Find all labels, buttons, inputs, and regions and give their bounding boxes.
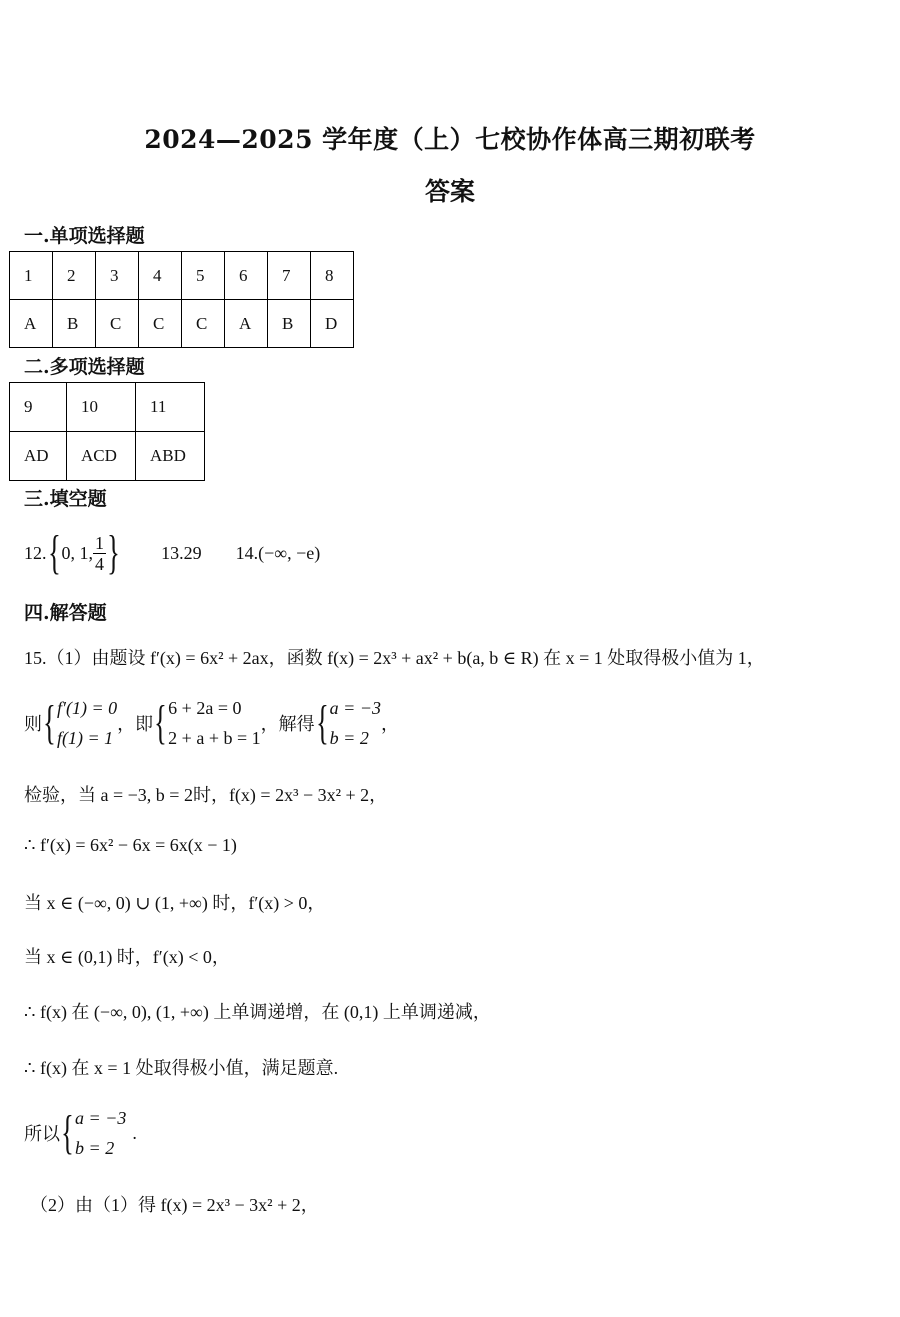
single-choice-answer-table bbox=[9, 251, 354, 348]
answer-cell: A bbox=[225, 300, 268, 348]
question-number: 9 bbox=[10, 383, 67, 432]
q14-answer: 14.(−∞, −e) bbox=[235, 542, 321, 563]
page-subtitle: 答案 bbox=[424, 177, 475, 206]
equation-system bbox=[168, 693, 260, 753]
q12-fraction bbox=[93, 533, 106, 574]
left-brace: { bbox=[47, 526, 61, 579]
equation: b = 2 bbox=[75, 1138, 115, 1158]
q12-label: 12. bbox=[24, 542, 47, 563]
equation: a = −3 bbox=[75, 1108, 127, 1128]
question-number: 10 bbox=[67, 383, 136, 432]
punctuation: . bbox=[132, 1122, 137, 1143]
q12-set: 0, 1, bbox=[61, 542, 94, 563]
answer-cell: ACD bbox=[67, 432, 136, 481]
solution-line-3: 检验，当 a = −3, b = 2时，f(x) = 2x³ − 3x² + 2， bbox=[24, 785, 388, 805]
question-number: 8 bbox=[311, 252, 354, 300]
section-heading-single-choice: 一.单项选择题 bbox=[24, 225, 145, 247]
question-number: 5 bbox=[182, 252, 225, 300]
answer-cell: B bbox=[53, 300, 96, 348]
text-therefore: 所以 bbox=[24, 1124, 60, 1144]
solution-line-7: ∴ f(x) 在 (−∞, 0), (1, +∞) 上单调递增，在 (0,1) 上单调递减， bbox=[24, 1002, 491, 1022]
fraction-numerator: 1 bbox=[95, 532, 105, 553]
equation-system bbox=[57, 693, 117, 753]
section-heading-solutions: 四.解答题 bbox=[24, 602, 107, 624]
solution-line-6: 当 x ∈ (0,1) 时，f′(x) < 0， bbox=[24, 947, 230, 967]
equation-system bbox=[75, 1103, 126, 1163]
section-heading-fill-blank: 三.填空题 bbox=[24, 488, 107, 510]
equation: f′(1) = 0 bbox=[57, 698, 118, 718]
question-number: 6 bbox=[225, 252, 268, 300]
left-brace: { bbox=[43, 696, 56, 749]
question-number: 4 bbox=[139, 252, 182, 300]
answer-cell: A bbox=[10, 300, 53, 348]
question-number: 3 bbox=[96, 252, 139, 300]
answer-cell: ABD bbox=[136, 432, 205, 481]
right-brace: } bbox=[107, 526, 120, 579]
left-brace: { bbox=[154, 696, 167, 749]
question-number: 11 bbox=[136, 383, 205, 432]
equation: b = 2 bbox=[329, 728, 369, 748]
fill-blank-answers bbox=[24, 526, 320, 580]
solution-line-4: ∴ f′(x) = 6x² − 6x = 6x(x − 1) bbox=[24, 835, 237, 855]
question-number: 1 bbox=[10, 252, 53, 300]
equation: f(1) = 1 bbox=[57, 728, 114, 748]
text-solve: ，解得 bbox=[260, 714, 315, 734]
question-number: 2 bbox=[53, 252, 96, 300]
solution-line-2 bbox=[24, 692, 399, 754]
left-brace: { bbox=[61, 1106, 74, 1159]
punctuation: ， bbox=[380, 714, 399, 734]
q13-answer: 13.29 bbox=[161, 542, 202, 563]
solution-line-5: 当 x ∈ (−∞, 0) ∪ (1, +∞) 时，f′(x) > 0， bbox=[24, 893, 326, 913]
answer-cell: B bbox=[268, 300, 311, 348]
text-namely: ，即 bbox=[117, 714, 154, 734]
left-brace: { bbox=[315, 696, 329, 749]
equation: 6 + 2a = 0 bbox=[168, 698, 242, 718]
answer-cell: C bbox=[182, 300, 225, 348]
solution-line-9 bbox=[24, 1102, 137, 1164]
answer-cell: AD bbox=[10, 432, 67, 481]
equation: 2 + a + b = 1 bbox=[168, 728, 261, 748]
equation-system bbox=[330, 693, 381, 753]
fraction-denominator: 4 bbox=[95, 553, 105, 574]
solution-line-1: 15.（1）由题设 f′(x) = 6x² + 2ax，函数 f(x) = 2x³ + ax² + b(a, b ∈ R) 在 x = 1 处取得极小值为 1， bbox=[24, 648, 765, 668]
answer-cell: C bbox=[96, 300, 139, 348]
solution-line-10: （2）由（1）得 f(x) = 2x³ − 3x² + 2， bbox=[30, 1195, 319, 1215]
section-heading-multi-choice: 二.多项选择题 bbox=[24, 356, 145, 378]
question-number: 7 bbox=[268, 252, 311, 300]
text-then: 则 bbox=[24, 714, 42, 734]
equation: a = −3 bbox=[329, 698, 381, 718]
answer-cell: D bbox=[311, 300, 354, 348]
answer-cell: C bbox=[139, 300, 182, 348]
multi-choice-answer-table bbox=[9, 382, 205, 481]
solution-line-8: ∴ f(x) 在 x = 1 处取得极小值，满足题意. bbox=[24, 1058, 339, 1078]
page-title: 2024—2025 学年度（上）七校协作体高三期初联考 bbox=[144, 125, 756, 154]
